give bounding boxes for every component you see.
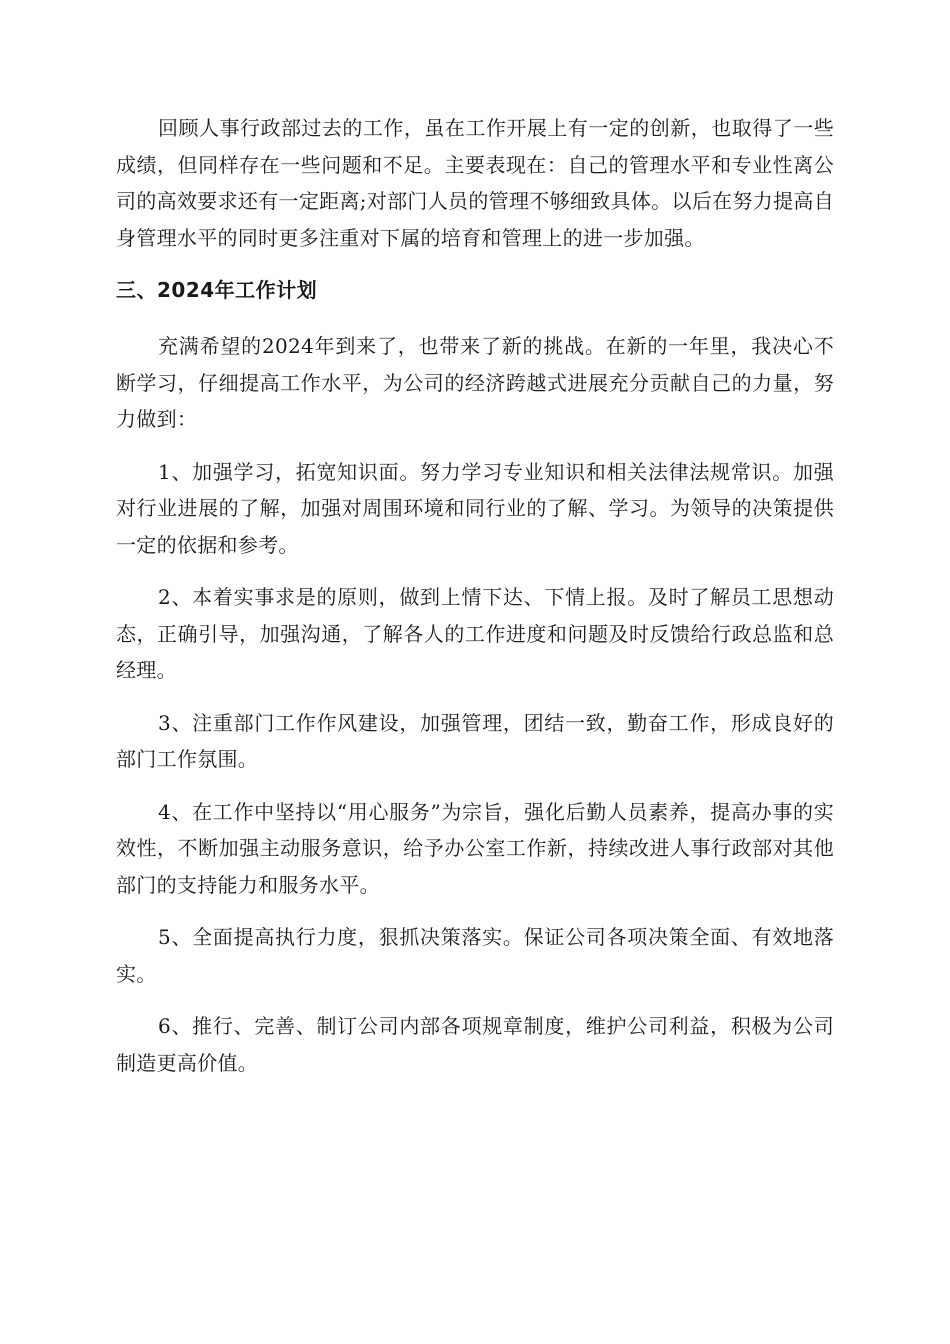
section-intro-paragraph: 充满希望的2024年到来了，也带来了新的挑战。在新的一年里，我决心不断学习，仔细提高工作水平，为公司的经济跨越式进展充分贡献自己的力量，努力做到： <box>116 334 834 431</box>
plan-item-1: 1、加强学习，拓宽知识面。努力学习专业知识和相关法律法规常识。加强对行业进展的了解，加强对周围环境和同行业的了解、学习。为领导的决策提供一定的依据和参考。 <box>116 459 834 557</box>
intro-paragraph: 回顾人事行政部过去的工作，虽在工作开展上有一定的创新，也取得了一些成绩，但同样存在一些问题和不足。主要表现在：自己的管理水平和专业性离公司的高效要求还有一定距离;对部门人员的管理不够细致具体。以后在努力提高自身管理水平的同时更多注重对下属的培育和管理上的进一步加强。 <box>116 116 834 250</box>
plan-item-5: 5、全面提高执行力度，狠抓决策落实。保证公司各项决策全面、有效地落实。 <box>116 925 834 986</box>
section-heading: 三、2024年工作计划 <box>116 278 318 302</box>
plan-item-4: 4、在工作中坚持以“用心服务”为宗旨，强化后勤人员素养，提高办事的实效性，不断加强主动服务意识，给予办公室工作新，持续改进人事行政部对其他部门的支持能力和服务水平。 <box>116 799 834 897</box>
plan-item-6: 6、推行、完善、制订公司内部各项规章制度，维护公司利益，积极为公司制造更高价值。 <box>116 1014 834 1075</box>
plan-item-3: 3、注重部门工作作风建设，加强管理，团结一致，勤奋工作，形成良好的部门工作氛围。 <box>116 710 834 771</box>
document-body <box>116 110 834 1097</box>
plan-item-2: 2、本着实事求是的原则，做到上情下达、下情上报。及时了解员工思想动态，正确引导，加强沟通，了解各人的工作进度和问题及时反馈给行政总监和总经理。 <box>116 585 834 682</box>
